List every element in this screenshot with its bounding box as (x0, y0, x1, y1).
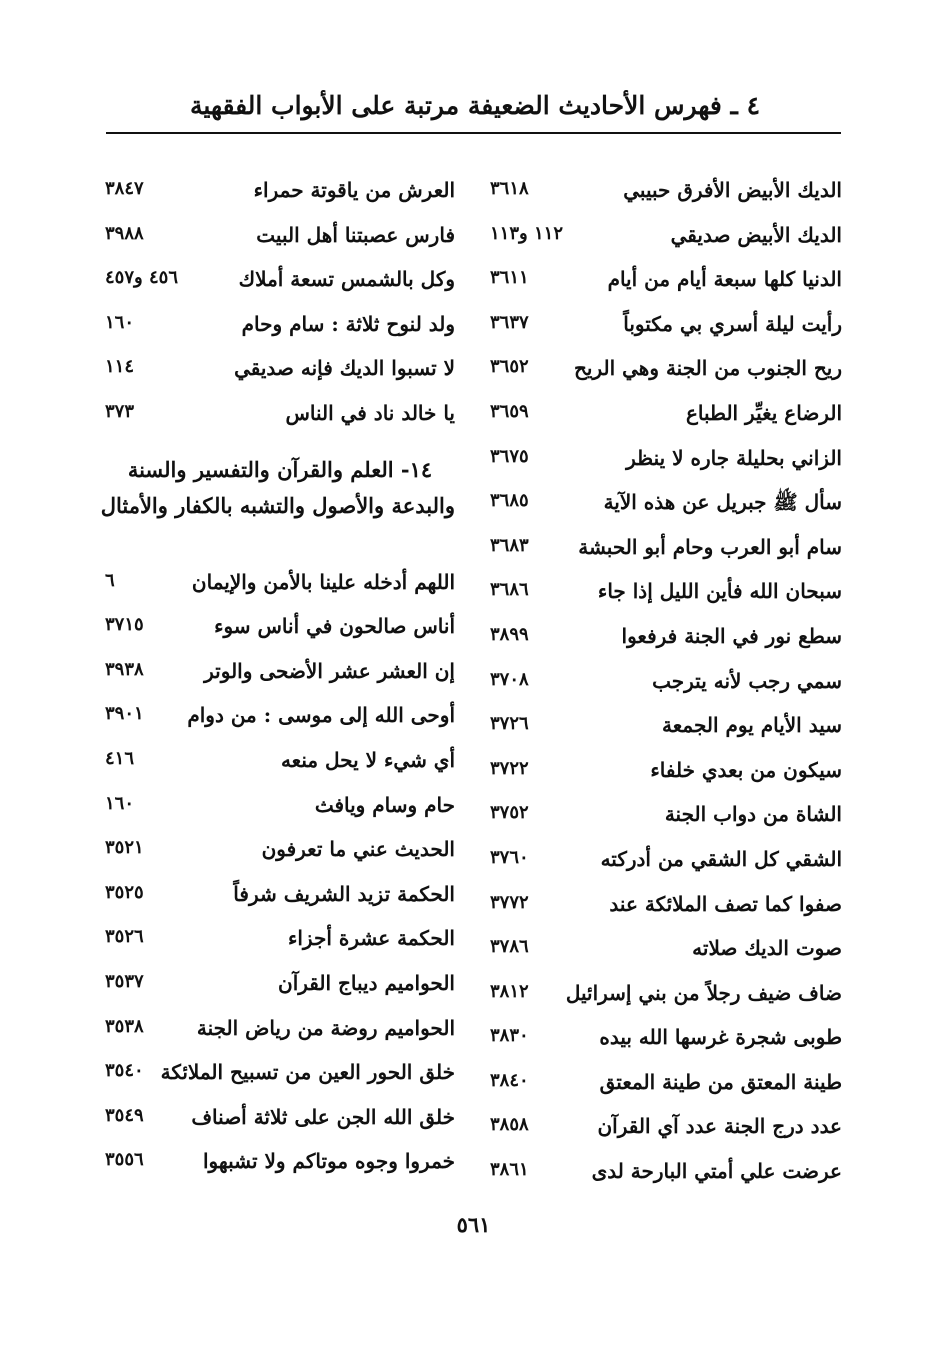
entry-number: ٣٥٥٦ (105, 1149, 144, 1171)
entry-text: وكل بالشمس تسعة أملاك (238, 267, 455, 292)
index-entry (105, 1052, 455, 1097)
index-entry (490, 304, 842, 349)
entry-text: سيد الأيام يوم الجمعة (662, 713, 842, 738)
entry-text: الحكمة تزيد الشريف شرفاً (233, 881, 455, 906)
entry-text: اللهم أدخله علينا بالأمن والإيمان (191, 569, 455, 594)
index-entry (105, 651, 455, 696)
index-entry (490, 393, 842, 438)
entry-text: سبحان الله فأين الليل إذا جاء (597, 579, 842, 604)
left-column (100, 170, 455, 1186)
entry-text: خلق الله الجن على ثلاثة أصناف (191, 1104, 455, 1129)
header-rule (106, 132, 841, 134)
index-entry (105, 740, 455, 785)
index-entry (490, 571, 842, 616)
index-entry (105, 1008, 455, 1053)
entry-number: ٣٥٣٨ (105, 1015, 144, 1037)
entry-number: ٣٦٨٦ (490, 579, 529, 601)
entry-number: ٣٧١٥ (105, 614, 144, 636)
index-entry (105, 874, 455, 919)
index-entry (105, 829, 455, 874)
entry-text: إن العشر عشر الأضحى والوتر (204, 658, 455, 683)
entry-text: عرضت علي أمتي البارحة لدى (591, 1159, 842, 1184)
index-entry (490, 973, 842, 1018)
index-entry (105, 695, 455, 740)
index-entry (490, 1151, 842, 1196)
entry-text: يا خالد ناد في الناس (285, 400, 455, 425)
entry-number: ٣٥٢٦ (105, 926, 144, 948)
index-entry (105, 562, 455, 607)
entry-text: الحواميم ديباج القرآن (278, 970, 455, 995)
index-entry (490, 928, 842, 973)
entry-number: ٣٧٧٢ (490, 891, 529, 913)
index-entry (490, 750, 842, 795)
index-entry (105, 170, 455, 215)
entry-text: العرش من ياقوتة حمراء (253, 178, 455, 202)
section-heading (100, 438, 455, 562)
index-entry (490, 1017, 842, 1062)
entry-text: لا تسبوا الديك فإنه صديقي (234, 356, 455, 381)
entry-text: عدد درج الجنة عدد آي القرآن (597, 1114, 842, 1139)
entry-text: أي شيء لا يحل منعه (280, 747, 455, 772)
index-entry (490, 215, 842, 260)
index-entry (105, 785, 455, 830)
index-entry (490, 259, 842, 304)
entry-number: ٣٧٢٦ (490, 713, 529, 735)
entry-text: خلق الحور العين من تسبيح الملائكة (160, 1060, 455, 1085)
entry-text: خمروا وجوه موتاكم ولا تشبهوا (202, 1149, 455, 1174)
entry-text: فارس عصبتنا أهل البيت (256, 222, 455, 247)
section-heading-line-1: ١٤- العلم والقرآن والتفسير والسنة (127, 456, 433, 482)
entry-text: ريح الجنوب من الجنة وهي الريح (574, 356, 842, 381)
index-entry (105, 963, 455, 1008)
entry-number: ٣٧٢٢ (490, 757, 529, 779)
entry-number: ٣٨٦١ (490, 1159, 529, 1181)
entry-number: ١١٢ و١١٣ (490, 222, 563, 244)
index-entry (490, 839, 842, 884)
entry-number: ٣٥٤٩ (105, 1104, 144, 1126)
entry-number: ٣٩٣٨ (105, 658, 144, 680)
entry-number: ٤٥٦ و٤٥٧ (105, 267, 178, 289)
entry-text: سمي رجب لأنه يترجب (652, 668, 842, 693)
entry-text: طوبى شجرة غرسها الله بيده (599, 1025, 842, 1050)
right-column (490, 170, 842, 1196)
section-heading-line-2: والبدعة والأصول والتشبه بالكفار والأمثال (100, 492, 455, 518)
index-entry (105, 393, 455, 438)
entry-text: الرضاع يغيِّر الطباع (685, 400, 842, 425)
entry-text: الحواميم روضة من رياض الجنة (196, 1015, 455, 1040)
index-entry (490, 616, 842, 661)
index-entry (490, 794, 842, 839)
entry-number: ٣٦٧٥ (490, 445, 529, 467)
entry-number: ٣٨٣٠ (490, 1025, 529, 1047)
entry-number: ٣٨٤٧ (105, 178, 144, 199)
entry-number: ٣٦٣٧ (490, 311, 529, 333)
index-entry (490, 438, 842, 483)
entry-number: ٦ (105, 569, 115, 591)
index-entry (490, 661, 842, 706)
entry-text: حام وسام ويافث (314, 792, 455, 817)
entry-number: ٣٨٥٨ (490, 1114, 529, 1136)
entry-text: الدنيا كلها سبعة أيام من أيام (607, 267, 842, 292)
entry-number: ٣٧٠٨ (490, 668, 529, 690)
entry-number: ٣٥٢١ (105, 837, 144, 859)
index-entry (490, 527, 842, 572)
entry-number: ٣٦١١ (490, 267, 529, 289)
entry-text: سأل ﷺ جبريل عن هذه الآية (603, 490, 842, 515)
index-entry (490, 705, 842, 750)
entry-text: سام أبو العرب وحام أبو الحبشة (578, 534, 842, 559)
entry-number: ١١٤ (105, 356, 135, 378)
entry-text: صفوا كما تصف الملائكة عند (609, 891, 842, 916)
index-entry (490, 1062, 842, 1107)
entry-number: ١٦٠ (105, 311, 135, 333)
index-entry (105, 1097, 455, 1142)
entry-number: ٣٩٠١ (105, 703, 144, 725)
index-entry (490, 170, 842, 215)
index-entry (490, 482, 842, 527)
entry-number: ١٦٠ (105, 792, 135, 814)
entry-text: الشقي كل الشقي من أدركته (600, 846, 842, 871)
index-entry (490, 884, 842, 929)
index-entry (105, 606, 455, 651)
index-entry (105, 215, 455, 260)
entry-number: ٣٧٨٦ (490, 936, 529, 958)
entry-text: أناس صالحون في أناس سوء (214, 614, 455, 639)
page-number: ٥٦١ (456, 1212, 491, 1237)
entry-text: صوت الديك صلاته (692, 936, 842, 961)
index-entry (490, 348, 842, 393)
page-header-title: ٤ ـ فهرس الأحاديث الضعيفة مرتبة على الأبواب الفقهية (190, 91, 760, 120)
entry-number: ٣٧٦٠ (490, 846, 529, 868)
entry-number: ٣٥٢٥ (105, 881, 144, 903)
entry-number: ٣٧٣ (105, 400, 135, 422)
entry-number: ٣٨١٢ (490, 980, 529, 1002)
entry-number: ٣٨٩٩ (490, 623, 529, 645)
entry-text: الديك الأبيض الأفرق حبيبي (623, 178, 842, 202)
entry-text: أوحى الله إلى موسى : من دوام (187, 703, 455, 728)
entry-number: ٣٥٣٧ (105, 970, 144, 992)
entry-number: ٣٦٨٥ (490, 490, 529, 512)
index-entry (105, 348, 455, 393)
entry-text: الديك الأبيض صديقي (670, 222, 842, 247)
entry-number: ٣٦٨٣ (490, 534, 529, 556)
entry-text: الحديث عني ما تعرفون (261, 837, 455, 862)
entry-text: سيكون من بعدي خلفاء (650, 757, 842, 782)
entry-text: الشاة من دواب الجنة (664, 802, 842, 827)
entry-number: ٣٦٥٢ (490, 356, 529, 378)
index-entry (105, 259, 455, 304)
entry-text: رأيت ليلة أسري بي مكتوباً (623, 311, 842, 336)
entry-number: ٣٥٤٠ (105, 1060, 144, 1082)
entry-text: الحكمة عشرة أجزاء (287, 926, 455, 951)
index-entry (105, 304, 455, 349)
entry-text: سطع نور في الجنة فرفعوا (621, 623, 842, 648)
entry-number: ٣٩٨٨ (105, 222, 144, 244)
entry-number: ٣٧٥٢ (490, 802, 529, 824)
entry-number: ٣٨٤٠ (490, 1069, 529, 1091)
index-entry (490, 1106, 842, 1151)
entry-number: ٣٦١٨ (490, 178, 529, 199)
entry-text: الزاني بحليلة جاره لا ينظر (626, 445, 842, 470)
index-entry (105, 918, 455, 963)
entry-text: طينة المعتق من طينة المعتق (599, 1069, 842, 1094)
entry-text: ضاف ضيف رجلاً من بني إسرائيل (565, 980, 842, 1005)
entry-number: ٤١٦ (105, 747, 135, 769)
entry-number: ٣٦٥٩ (490, 400, 529, 422)
entry-text: ولد لنوح ثلاثة : سام وحام (241, 311, 455, 336)
index-entry (105, 1141, 455, 1186)
